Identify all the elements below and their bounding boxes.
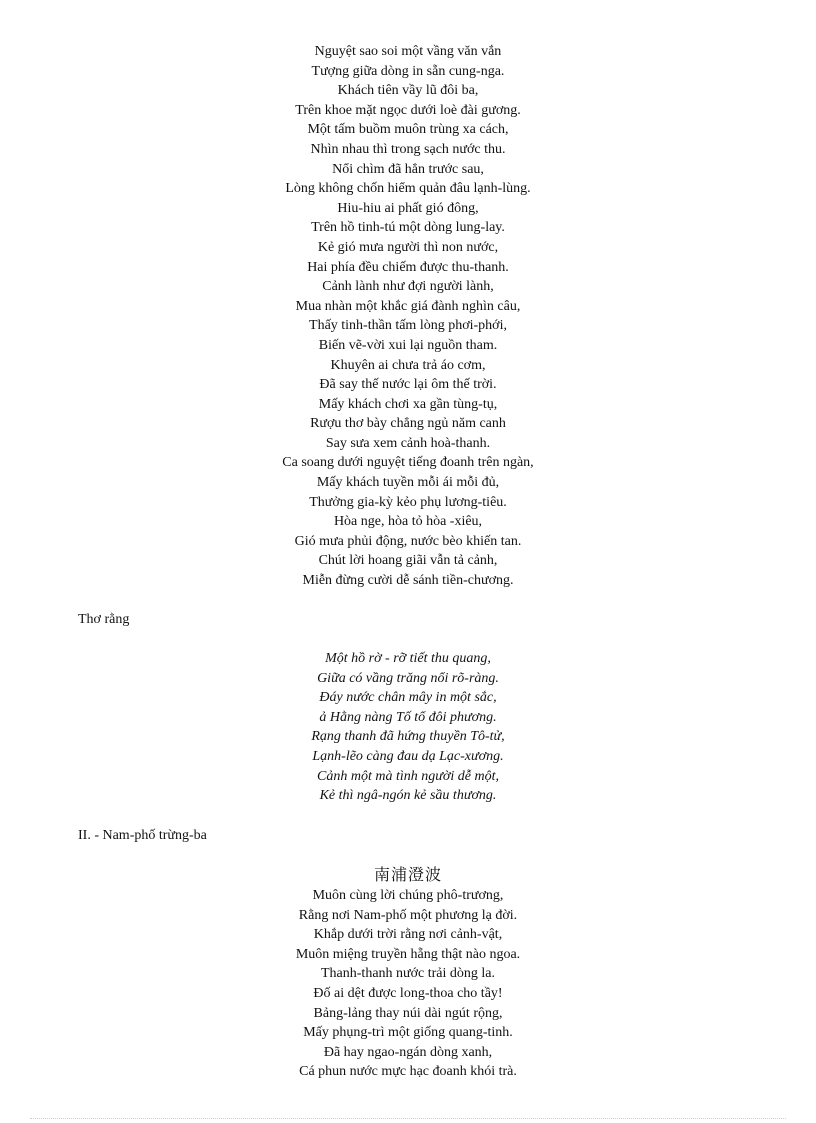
verse-line: Thanh-thanh nước trải dòng la. [321,966,495,982]
poem-section-1 [0,42,816,591]
verse-line: Một tấm buồm muôn trùng xa cách, [307,122,509,138]
verse-line: Khách tiên vầy lũ đôi ba, [337,83,479,99]
verse-line: Mấy khách chơi xa gần tùng-tụ, [318,396,498,412]
page-bottom-divider [30,1118,786,1119]
poem-section-3 [0,864,816,1082]
verse-line: Một hồ rờ - rỡ tiết thu quang, [325,651,491,666]
verse-line: Biến vẽ-vời xui lại nguồn tham. [318,337,498,353]
section-heading-nam-pho: II. - Nam-phố trừng-ba [78,828,207,843]
verse-line: Muôn cùng lời chúng phô-trương, [312,888,504,903]
verse-line: Chút lời hoang giãi vẫn tả cảnh, [318,553,498,569]
verse-line: Trên hồ tinh-tú một dòng lung-lay. [311,220,505,236]
verse-line: Thưởng gia-kỳ kẻo phụ lương-tiêu. [309,494,507,510]
verse-line: Hai phía đều chiếm được thu-thanh. [307,259,509,275]
verse-line: Gió mưa phủi động, nước bèo khiến tan. [294,533,522,549]
verse-line: Rạng thanh đã hứng thuyền Tô-tử, [311,729,505,745]
verse-line: Mua nhàn một khắc giá đành nghìn câu, [295,298,521,314]
verse-line: Hiu-hiu ai phất gió đông, [337,200,479,216]
verse-line: Đố ai dệt được long-thoa cho tầy! [313,985,503,1001]
verse-line: Ca soang dưới nguyệt tiếng đoanh trên ngàn, [282,455,534,471]
verse-line: Muôn miệng truyền hẵng thật nào ngoa. [295,946,521,962]
verse-line: Lạnh-lẽo càng đau dạ Lạc-xương. [312,748,504,764]
verse-line: Nổi chìm đã hẳn trước sau, [332,161,484,177]
verse-line: Kẻ thì ngâ-ngón kẻ sầu thương. [319,788,497,804]
verse-line: ả Hằng nàng Tố tổ đôi phương. [319,709,497,725]
verse-line: Lòng không chốn hiểm quản đâu lạnh-lùng. [285,181,531,197]
han-title: 南浦澄波 [373,865,442,884]
verse-line: Rằng nơi Nam-phố một phương lạ đời. [298,907,518,923]
poem-section-2 [0,649,816,806]
verse-line: Nguyệt sao soi một vầng văn vắn [314,44,502,59]
verse-line: Cá phun nước mực hạc đoanh khói trà. [299,1064,517,1080]
verse-line: Đáy nước chân mây in một sắc, [319,690,497,706]
verse-line: Say sưa xem cảnh hoà-thanh. [325,435,491,451]
verse-line: Kẻ gió mưa người thì non nước, [317,239,499,255]
verse-line: Hòa nge, hòa tỏ hòa -xiêu, [333,514,483,530]
verse-line: Mấy phụng-trì một giống quang-tinh. [303,1025,513,1041]
verse-line: Cảnh lành như đợi người lành, [322,279,494,295]
verse-line: Miễn đừng cười dễ sánh tiền-chương. [302,573,514,589]
verse-line: Đã hay ngao-ngán dòng xanh, [323,1044,493,1060]
verse-line: Giữa có vầng trăng nổi rõ-ràng. [317,670,499,686]
verse-line: Bảng-lảng thay núi dài ngút rộng, [313,1005,503,1021]
section-heading-tho-rang: Thơ rằng [78,612,130,627]
verse-line: Rượu thơ bày chẳng ngủ năm canh [310,416,506,432]
verse-line: Khuyên ai chưa trả áo cơm, [330,357,486,373]
verse-line: Tượng giữa dòng in sẵn cung-nga. [311,63,505,79]
verse-line: Cảnh một mà tình người dễ một, [317,768,499,784]
verse-line: Mấy khách tuyền mỗi ái mỗi đủ, [316,475,500,491]
verse-line: Khắp dưới trời rằng nơi cảnh-vật, [313,927,503,943]
verse-line: Trên khoe mặt ngọc dưới loè đài gương. [295,102,521,118]
verse-line: Đã say thế nước lại ôm thế trời. [319,377,497,393]
verse-line: Nhìn nhau thì trong sạch nước thu. [310,141,506,157]
verse-line: Thấy tinh-thần tấm lòng phơi-phới, [309,318,507,334]
